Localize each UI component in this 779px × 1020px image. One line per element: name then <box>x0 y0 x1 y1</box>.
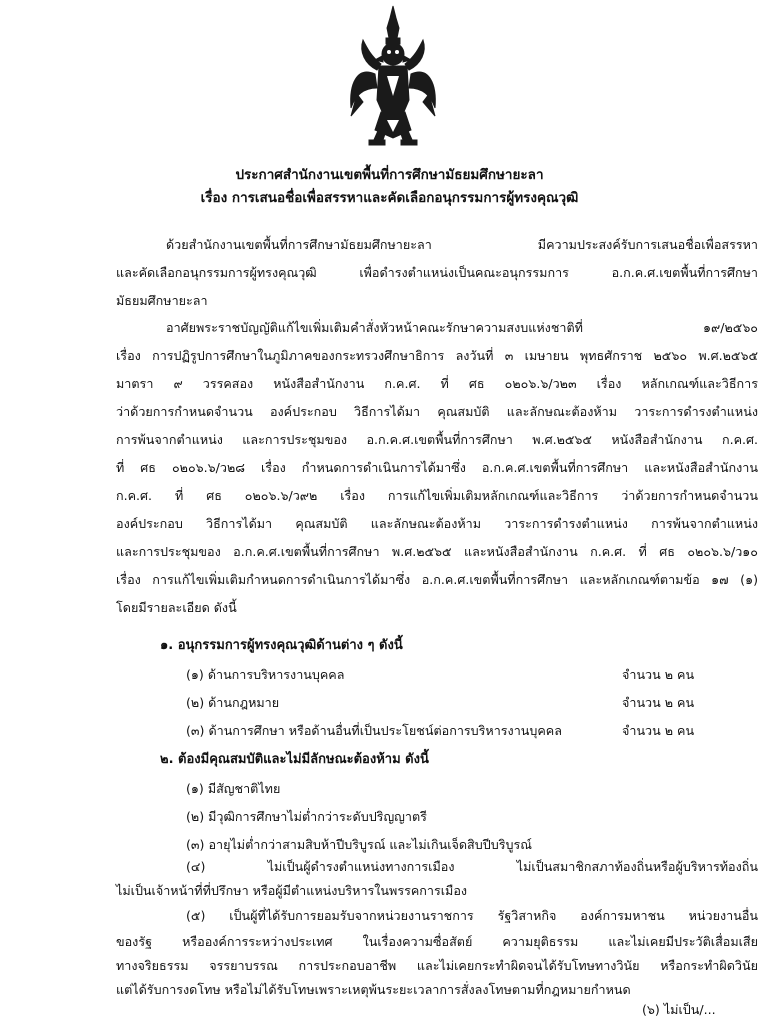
qualification-item-5-line: แต่ได้รับการงดโทษ หรือไม่ได้รับโทษเพราะเหตุพ้นระยะเวลาการสั่งลงโทษตามที่กฎหมายกำหนด <box>116 982 631 997</box>
paragraph-2-line: อาศัยพระราชบัญญัติแก้ไขเพิ่มเติมคำสั่งหัวหน้าคณะรักษาความสงบแห่งชาติที่ ๑๙/๒๕๖๐ <box>166 320 758 335</box>
paragraph-2-line: องค์ประกอบ วิธีการได้มา คุณสมบัติ และลักษณะต้องห้าม วาระการดำรงตำแหน่ง การพ้นจากตำแหน่ง <box>116 516 758 531</box>
page-continuation: (๖) ไม่เป็น/... <box>642 1002 716 1017</box>
qualification-item: (๒) มีวุฒิการศึกษาไม่ต่ำกว่าระดับปริญญาตรี <box>186 809 427 824</box>
paragraph-2-line: ก.ค.ศ. ที่ ศธ ๐๒๐๖.๖/ว๙๒ เรื่อง การแก้ไขเพิ่มเติมหลักเกณฑ์และวิธีการ ว่าด้วยการกำหนดจำนวน <box>116 488 758 503</box>
paragraph-2-line: การพ้นจากตำแหน่ง และการประชุมของ อ.ก.ค.ศ.เขตพื้นที่การศึกษา พ.ศ.๒๕๖๕ หนังสือสำนักงาน ก.ค.ศ. <box>116 432 758 447</box>
committee-item-count: จำนวน ๒ คน <box>622 695 695 710</box>
section-2-heading: ๒. ต้องมีคุณสมบัติและไม่มีลักษณะต้องห้าม ดังนี้ <box>160 752 429 767</box>
qualification-item-5-line: ทางจริยธรรม จรรยาบรรณ การประกอบอาชีพ และไม่เคยกระทำผิดจนได้รับโทษทางวินัย หรือกระทำผิดวินัย <box>116 958 758 973</box>
qualification-item-5-line: ของรัฐ หรือองค์การระหว่างประเทศ ในเรื่องความซื่อสัตย์ ความยุติธรรม และไม่เคยมีประวัติเสื่อมเสีย <box>116 934 758 949</box>
paragraph-2-line: และการประชุมของ อ.ก.ค.ศ.เขตพื้นที่การศึกษา พ.ศ.๒๕๖๕ และหนังสือสำนักงาน ก.ค.ศ. ที่ ศธ ๐๒๐๖.๖/ว๑๐ <box>116 544 758 559</box>
committee-item-count: จำนวน ๒ คน <box>622 667 695 682</box>
paragraph-1-line: ด้วยสำนักงานเขตพื้นที่การศึกษามัธยมศึกษายะลา มีความประสงค์รับการเสนอชื่อเพื่อสรรหา <box>166 237 758 252</box>
paragraph-2-line: เรื่อง การแก้ไขเพิ่มเติมกำหนดการดำเนินการได้มาซึ่ง อ.ก.ค.ศ.เขตพื้นที่การศึกษา และหลักเกณฑ์ตามข้อ ๑๗ (๑) <box>116 572 758 587</box>
paragraph-1-line: มัธยมศึกษายะลา <box>116 293 208 308</box>
qualification-item-4-line: ไม่เป็นเจ้าหน้าที่ที่ปรึกษา หรือผู้มีตำแหน่งบริหารในพรรคการเมือง <box>116 883 468 898</box>
qualification-item: (๓) อายุไม่ต่ำกว่าสามสิบห้าปีบริบูรณ์ และไม่เกินเจ็ดสิบปีบริบูรณ์ <box>186 837 532 852</box>
committee-item-count: จำนวน ๒ คน <box>622 723 695 738</box>
qualification-item-4-line: (๔) ไม่เป็นผู้ดำรงตำแหน่งทางการเมือง ไม่เป็นสมาชิกสภาท้องถิ่นหรือผู้บริหารท้องถิ่น <box>186 859 758 874</box>
paragraph-2-line: เรื่อง การปฏิรูปการศึกษาในภูมิภาคของกระทรวงศึกษาธิการ ลงวันที่ ๓ เมษายน พุทธศักราช ๒๕๖๐ พ.ศ.๒๕๖๕ <box>116 348 758 363</box>
committee-item-label: (๑) ด้านการบริหารงานบุคคล <box>186 667 345 682</box>
qualification-item-5-line: (๕) เป็นผู้ที่ได้รับการยอมรับจากหน่วยงานราชการ รัฐวิสาหกิจ องค์การมหาชน หน่วยงานอื่น <box>186 908 758 923</box>
committee-item-label: (๒) ด้านกฎหมาย <box>186 695 280 710</box>
paragraph-1-line: และคัดเลือกอนุกรรมการผู้ทรงคุณวุฒิ เพื่อดำรงตำแหน่งเป็นคณะอนุกรรมการ อ.ก.ค.ศ.เขตพื้นที่การศึกษา <box>116 265 758 280</box>
announcement-subject: เรื่อง การเสนอชื่อเพื่อสรรหาและคัดเลือกอนุกรรมการผู้ทรงคุณวุฒิ <box>200 190 579 206</box>
committee-item-label: (๓) ด้านการศึกษา หรือด้านอื่นที่เป็นประโยชน์ต่อการบริหารงานบุคคล <box>186 723 562 738</box>
qualification-item: (๑) มีสัญชาติไทย <box>186 781 281 796</box>
paragraph-2-line: มาตรา ๙ วรรคสอง หนังสือสำนักงาน ก.ค.ศ. ที่ ศธ ๐๒๐๖.๖/ว๒๓ เรื่อง หลักเกณฑ์และวิธีการ <box>116 376 758 391</box>
announcement-title: ประกาศสำนักงานเขตพื้นที่การศึกษามัธยมศึกษายะลา <box>235 167 544 183</box>
section-1-heading: ๑. อนุกรรมการผู้ทรงคุณวุฒิด้านต่าง ๆ ดังนี้ <box>160 638 403 653</box>
paragraph-2-line: ว่าด้วยการกำหนดจำนวน องค์ประกอบ วิธีการได้มา คุณสมบัติ และลักษณะต้องห้าม วาระการดำรงตำแหน่ง <box>116 404 758 419</box>
paragraph-2-line: โดยมีรายละเอียด ดังนี้ <box>116 600 237 615</box>
paragraph-2-line: ที่ ศธ ๐๒๐๖.๖/ว๒๘ เรื่อง กำหนดการดำเนินการได้มาซึ่ง อ.ก.ค.ศ.เขตพื้นที่การศึกษา และหนังสือสำนักงาน <box>116 460 758 475</box>
garuda-emblem-icon <box>347 4 439 154</box>
